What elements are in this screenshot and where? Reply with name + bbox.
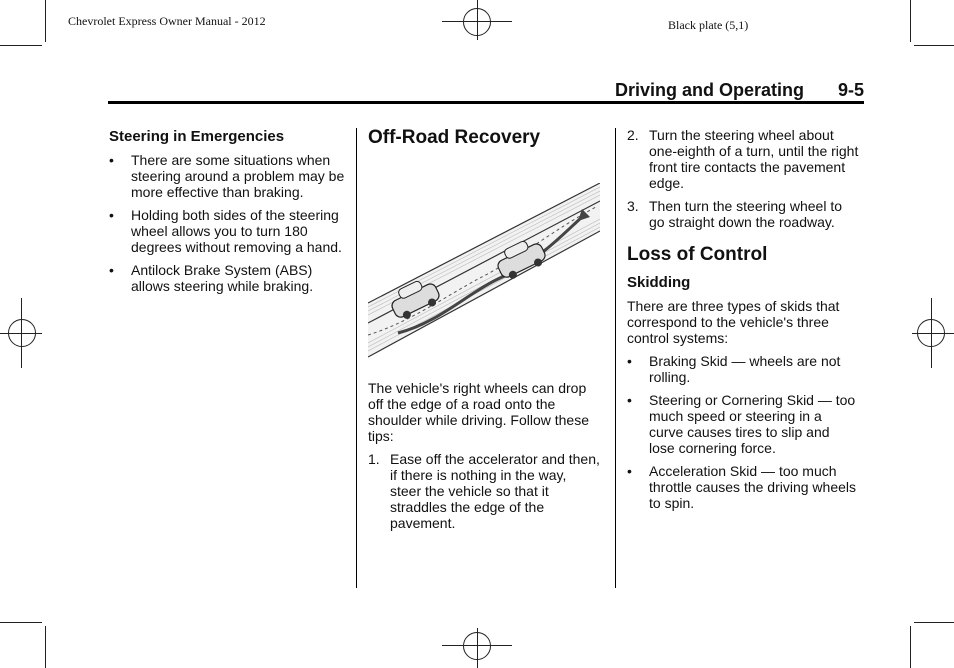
crop-mark (45, 0, 46, 42)
plate-right: Black plate (5,1) (668, 18, 749, 32)
crop-mark (0, 45, 42, 46)
crop-mark (910, 0, 911, 42)
list-item: • Antilock Brake System (ABS) allows steering while braking. (109, 262, 345, 294)
numbered-list (368, 451, 600, 531)
heading-loss-of-control: Loss of Control (627, 244, 768, 265)
list-item (627, 198, 859, 230)
bullet-list (627, 353, 859, 511)
list-item: • There are some situations when steering around a problem may be more effective than braking. (109, 152, 345, 200)
crop-mark (0, 622, 42, 623)
crop-mark (910, 626, 911, 668)
list-item: • Braking Skid — wheels are not rolling. (627, 353, 859, 385)
list-item: • Acceleration Skid — too much throttle causes the driving wheels to spin. (627, 463, 859, 511)
skidding-intro: There are three types of skids that correspond to the vehicle's three control systems: (627, 298, 840, 346)
heading-skidding: Skidding (627, 274, 691, 291)
road-recovery-illustration (368, 183, 600, 363)
heading-off-road-recovery: Off-Road Recovery (368, 127, 541, 148)
list-item (627, 127, 859, 191)
section-title: Driving and Operating (614, 80, 804, 100)
column-3 (627, 127, 859, 518)
list-item: • Holding both sides of the steering wheel allows you to turn 180 degrees without removing a hand. (109, 207, 345, 255)
page-number: 9-5 (837, 80, 864, 100)
column-1 (109, 128, 345, 301)
heading-steering-emergencies: Steering in Emergencies (109, 128, 285, 145)
column-divider (615, 128, 616, 588)
column-divider (356, 128, 357, 588)
step-number: 2. (627, 127, 639, 143)
crop-mark (914, 622, 954, 623)
step-text: Then turn the steering wheel to go straight down the roadway. (649, 198, 843, 230)
step-text: Turn the steering wheel about one-eighth of a turn, until the right front tire contacts the pavement edge. (649, 127, 859, 191)
plate-left: Chevrolet Express Owner Manual - 2012 (68, 14, 266, 28)
list-item: • Steering or Cornering Skid — too much speed or steering in a curve causes tires to slip and lose cornering force. (627, 392, 859, 456)
step-number: 1. (368, 451, 380, 467)
step-text: Ease off the accelerator and then, if there is nothing in the way, steer the vehicle so that it straddles the edge of the pavement. (390, 451, 600, 531)
crop-mark (914, 45, 954, 46)
off-road-intro: The vehicle's right wheels can drop off the edge of a road onto the shoulder while driving. Follow these tips: (368, 380, 589, 444)
numbered-list (627, 127, 859, 230)
list-item (368, 451, 600, 531)
header-rule (108, 101, 864, 104)
column-2 (368, 127, 600, 538)
bullet-list (109, 152, 345, 294)
crop-mark (45, 626, 46, 668)
step-number: 3. (627, 198, 639, 214)
